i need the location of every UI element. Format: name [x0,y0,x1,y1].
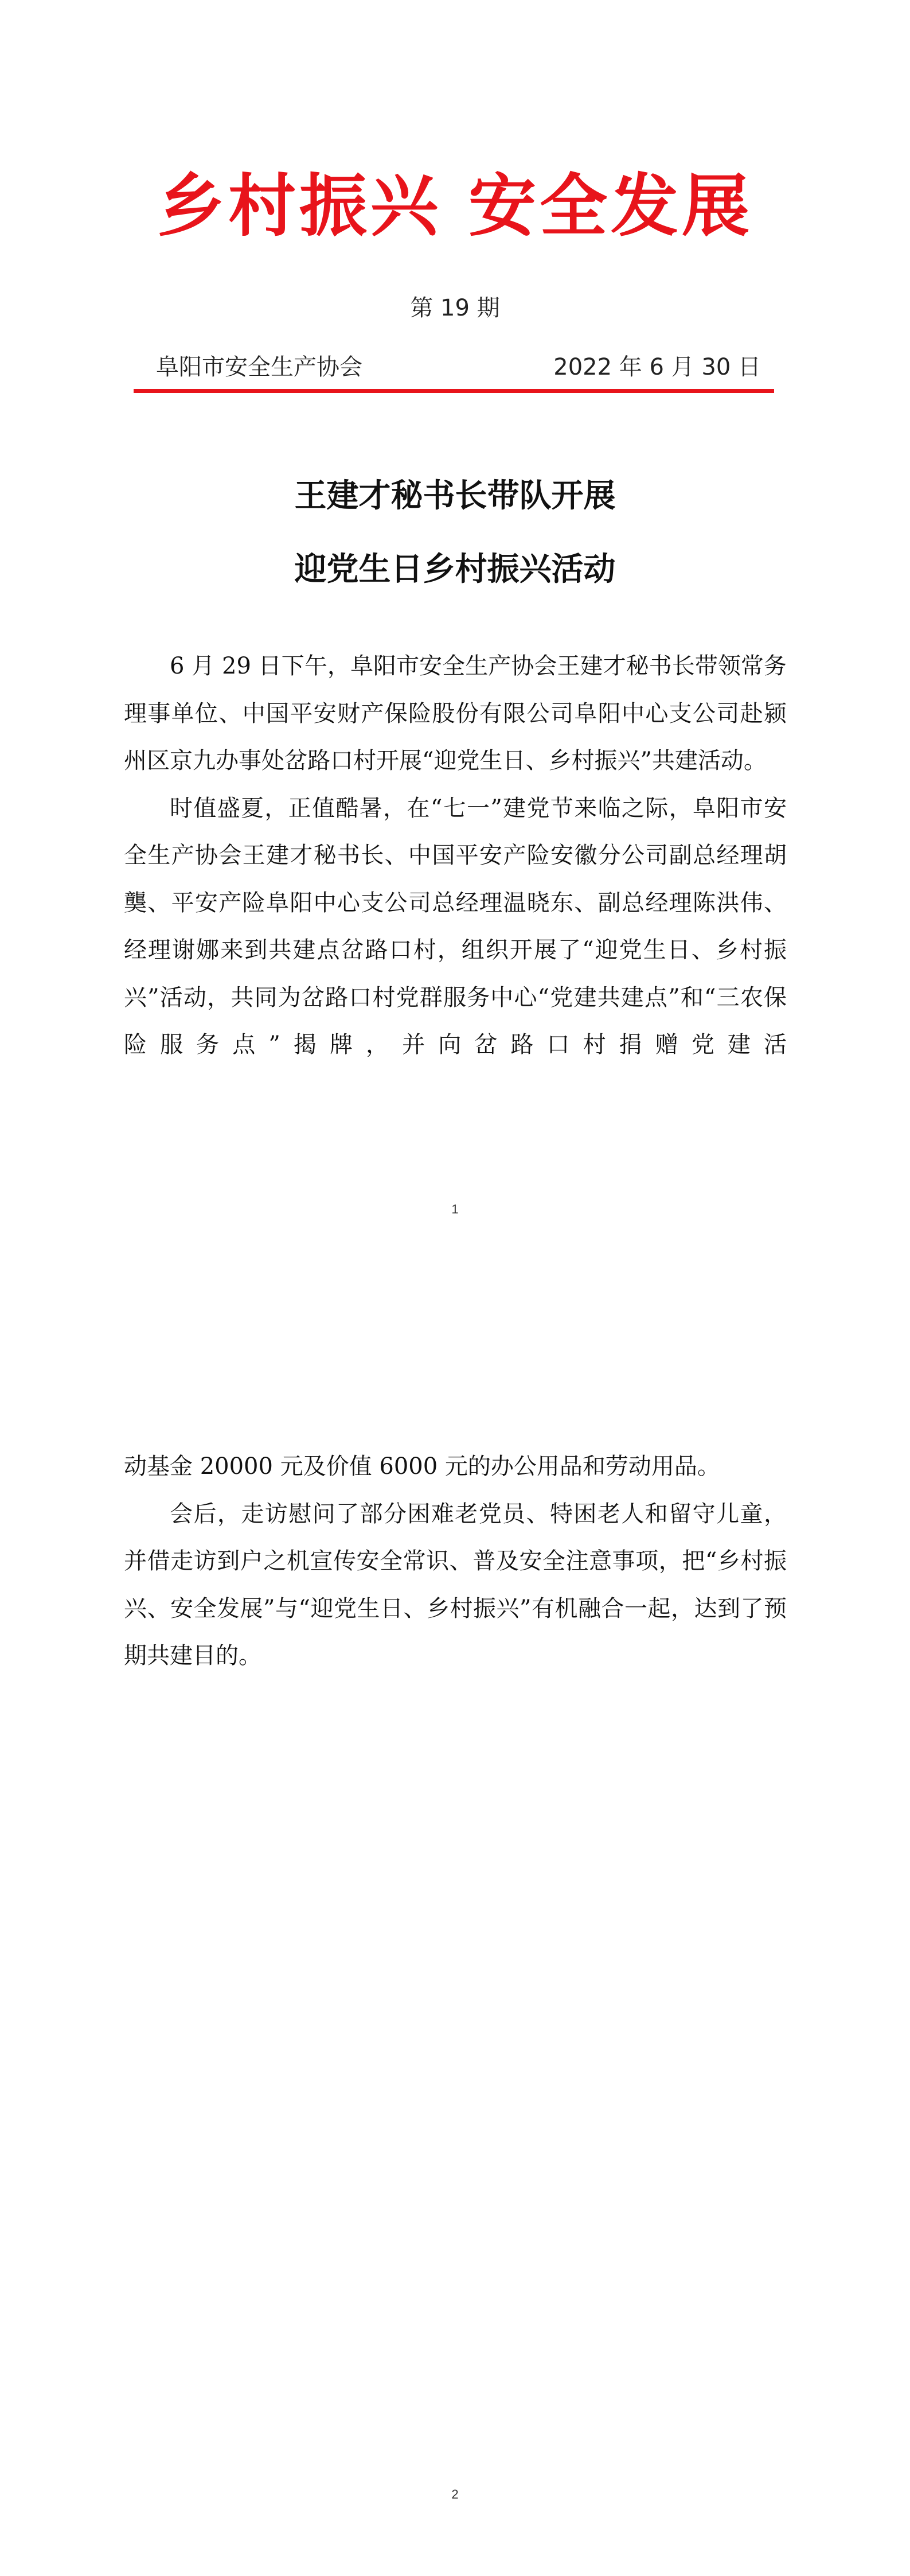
paragraph-2: 时值盛夏，正值酷暑，在“七一”建党节来临之际，阜阳市安全生产协会王建才秘书长、中国平安产险安徽分公司副总经理胡龑、平安产险阜阳中心支公司总经理温晓东、副总经理陈洪伟、经理谢娜来到共建点岔路口村，组织开展了“迎党生日、乡村振兴”活动，共同为岔路口村党群服务中心“党建共建点”和“三农保险服务点”揭牌，并向岔路口村捐赠党建活 [124,795,787,1058]
document-page-2 [0,1288,910,2576]
article-body-page-1 [124,643,787,1069]
publisher-organization: 阜阳市安全生产协会 [156,354,362,380]
masthead-divider [134,389,774,393]
article-headline-line-2: 迎党生日乡村振兴活动 [294,550,616,588]
paragraph-1: 6 月 29 日下午，阜阳市安全生产协会王建才秘书长带领常务理事单位、中国平安财产保险股份有限公司阜阳中心支公司赴颍州区京九办事处岔路口村开展“迎党生日、乡村振兴”共建活动。 [124,653,787,774]
article-headline-line-1: 王建才秘书长带队开展 [294,477,616,515]
masthead-title: 乡村振兴 安全发展 [157,166,753,246]
publish-date: 2022 年 6 月 30 日 [553,354,761,380]
page-number: 2 [451,2487,459,2501]
issue-number: 第 19 期 [410,295,500,321]
page-number: 1 [451,1202,459,1216]
article-body-page-2 [124,1443,787,1680]
paragraph-2-continuation: 动基金 20000 元及价值 6000 元的办公用品和劳动用品。 [124,1453,720,1480]
paragraph-3: 会后，走访慰问了部分困难老党员、特困老人和留守儿童，并借走访到户之机宣传安全常识、普及安全注意事项，把“乡村振兴、安全发展”与“迎党生日、乡村振兴”有机融合一起，达到了预期共建目的。 [124,1500,787,1669]
